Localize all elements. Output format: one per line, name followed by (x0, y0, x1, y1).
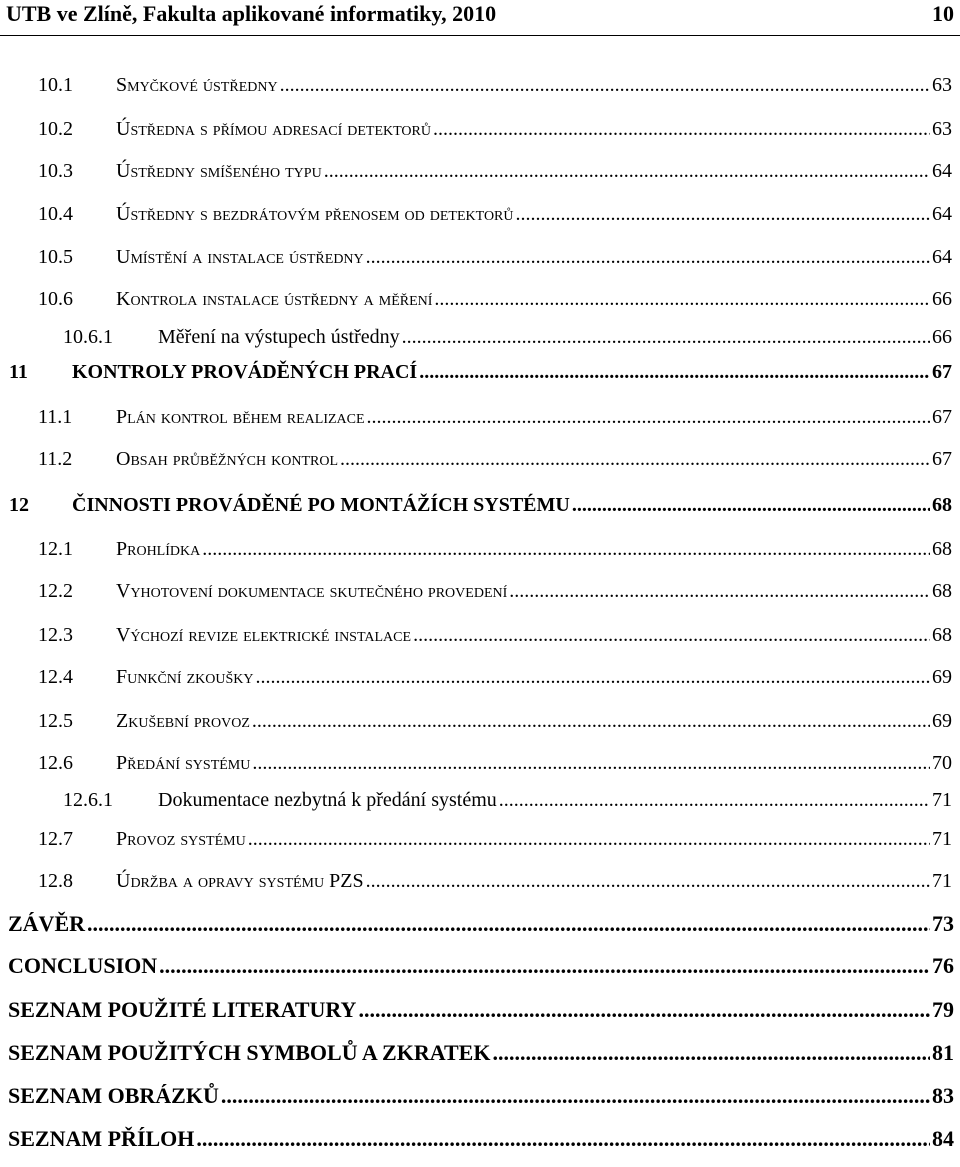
toc-entry[interactable] (0, 402, 960, 432)
toc-entry-number: 12.4 (38, 666, 73, 688)
toc-entry-page: 76 (932, 953, 954, 978)
page-number: 10 (932, 1, 954, 26)
toc-entry[interactable] (0, 824, 960, 854)
toc-entry[interactable] (0, 199, 960, 229)
toc-entry-title: Údržba a opravy systému PZS (116, 870, 364, 892)
toc-leader-dots (196, 1124, 930, 1154)
toc-entry-page: 63 (932, 118, 952, 140)
toc-entry-title: Výchozí revize elektrické instalace (116, 624, 412, 646)
toc-entry[interactable] (0, 534, 960, 564)
toc-entry[interactable] (0, 1081, 960, 1111)
toc-leader-dots (340, 444, 930, 474)
toc-entry-number: 10.5 (38, 246, 73, 268)
toc-leader-dots (324, 156, 930, 186)
toc-entry-page: 68 (932, 580, 952, 602)
toc-entry-number: 12.8 (38, 870, 73, 892)
toc-entry-title: Plán kontrol během realizace (116, 406, 365, 428)
toc-entry-number: 12.2 (38, 580, 73, 602)
toc-entry-number: 10.6 (38, 288, 73, 310)
toc-leader-dots (248, 824, 930, 854)
toc-entry-title: SEZNAM POUŽITÉ LITERATURY (8, 997, 357, 1022)
toc-entry[interactable] (0, 114, 960, 144)
toc-leader-dots (366, 242, 930, 272)
toc-entry[interactable] (0, 995, 960, 1025)
toc-leader-dots (252, 748, 930, 778)
toc-entry-page: 67 (932, 361, 952, 383)
toc-entry-title: Zkušební provoz (116, 710, 250, 732)
toc-entry[interactable] (0, 620, 960, 650)
toc-entry-page: 68 (932, 494, 952, 516)
toc-leader-dots (433, 114, 930, 144)
toc-leader-dots (413, 620, 930, 650)
toc-leader-dots (419, 357, 930, 387)
toc-leader-dots (159, 951, 930, 981)
toc-entry-page: 79 (932, 997, 954, 1022)
toc-entry-number: 10.3 (38, 160, 73, 182)
toc-entry-title: Ústředny smíšeného typu (116, 160, 322, 182)
toc-entry[interactable] (0, 909, 960, 939)
toc-entry-number: 11.1 (38, 406, 73, 428)
toc-entry-title: Obsah průběžných kontrol (116, 448, 339, 470)
toc-entry-number: 12.1 (38, 538, 73, 560)
toc-entry[interactable] (0, 444, 960, 474)
toc-entry-title: Prohlídka (116, 538, 201, 560)
toc-entry[interactable] (0, 1124, 960, 1154)
toc-entry-page: 71 (932, 789, 952, 811)
toc-entry-title: Vyhotovení dokumentace skutečného provedení (116, 580, 508, 602)
toc-entry[interactable] (0, 156, 960, 186)
toc-entry[interactable] (0, 662, 960, 692)
toc-entry-title: Dokumentace nezbytná k předání systému (158, 789, 497, 811)
toc-entry[interactable] (0, 1038, 960, 1068)
toc-leader-dots (87, 909, 930, 939)
toc-entry-number: 12.6 (38, 752, 73, 774)
toc-entry-number: 12.5 (38, 710, 73, 732)
toc-entry[interactable] (0, 785, 960, 815)
toc-entry-number: 12.6.1 (63, 789, 113, 811)
toc-entry[interactable] (0, 576, 960, 606)
toc-entry-number: 10.1 (38, 74, 73, 96)
toc-leader-dots (492, 1038, 930, 1068)
toc-entry[interactable] (0, 242, 960, 272)
toc-entry[interactable] (0, 322, 960, 352)
toc-entry-page: 71 (932, 828, 952, 850)
toc-entry-number: 11 (9, 361, 28, 383)
toc-entry-title: SEZNAM PŘÍLOH (8, 1126, 195, 1151)
toc-entry[interactable] (0, 490, 960, 520)
toc-leader-dots (252, 706, 930, 736)
toc-entry-page: 64 (932, 160, 952, 182)
toc-entry[interactable] (0, 951, 960, 981)
toc-leader-dots (255, 662, 930, 692)
toc-entry-page: 71 (932, 870, 952, 892)
toc-entry-page: 66 (932, 326, 952, 348)
toc-entry-title: ZÁVĚR (8, 911, 86, 936)
toc-entry-number: 12 (9, 494, 29, 516)
toc-entry-page: 69 (932, 710, 952, 732)
toc-entry-number: 12.7 (38, 828, 73, 850)
toc-leader-dots (366, 866, 930, 896)
toc-leader-dots (509, 576, 930, 606)
toc-entry-page: 84 (932, 1126, 954, 1151)
toc-leader-dots (434, 284, 930, 314)
toc-entry-title: CONCLUSION (8, 953, 158, 978)
toc-entry-number: 12.3 (38, 624, 73, 646)
toc-entry-number: 10.4 (38, 203, 73, 225)
toc-entry-title: SEZNAM POUŽITÝCH SYMBOLŮ A ZKRATEK (8, 1040, 491, 1065)
toc-leader-dots (221, 1081, 930, 1111)
toc-entry[interactable] (0, 866, 960, 896)
page-header (0, 0, 960, 36)
toc-entry-page: 67 (932, 406, 952, 428)
toc-entry[interactable] (0, 284, 960, 314)
toc-entry-title: Měření na výstupech ústředny (158, 326, 400, 348)
toc-entry-page: 67 (932, 448, 952, 470)
toc-entry-page: 70 (932, 752, 952, 774)
toc-leader-dots (358, 995, 930, 1025)
toc-entry-number: 10.6.1 (63, 326, 113, 348)
toc-entry-title: Kontrola instalace ústředny a měření (116, 288, 433, 310)
toc-entry-page: 68 (932, 624, 952, 646)
toc-entry-title: Ústředna s přímou adresací detektorů (116, 118, 431, 140)
toc-entry[interactable] (0, 70, 960, 100)
toc-entry-title: KONTROLY PROVÁDĚNÝCH PRACÍ (72, 361, 418, 383)
toc-entry-title: Smyčkové ústředny (116, 74, 278, 96)
toc-entry-title: Provoz systému (116, 828, 246, 850)
toc-entry-title: Předání systému (116, 752, 251, 774)
toc-entry-number: 11.2 (38, 448, 73, 470)
toc-entry-page: 83 (932, 1083, 954, 1108)
toc-entry-page: 64 (932, 203, 952, 225)
toc-entry[interactable] (0, 357, 960, 387)
toc-entry-page: 68 (932, 538, 952, 560)
toc-entry-page: 73 (932, 911, 954, 936)
toc-entry-page: 66 (932, 288, 952, 310)
toc-entry[interactable] (0, 748, 960, 778)
toc-leader-dots (572, 490, 930, 520)
toc-leader-dots (402, 322, 930, 352)
toc-entry-title: SEZNAM OBRÁZKŮ (8, 1083, 219, 1108)
toc-entry-title: Funkční zkoušky (116, 666, 254, 688)
toc-leader-dots (367, 402, 930, 432)
toc-entry-page: 81 (932, 1040, 954, 1065)
toc-entry-page: 63 (932, 74, 952, 96)
toc-entry-title: Ústředny s bezdrátovým přenosem od detektorů (116, 203, 514, 225)
toc-leader-dots (202, 534, 930, 564)
toc-leader-dots (280, 70, 930, 100)
header-title: UTB ve Zlíně, Fakulta aplikované informatiky, 2010 (6, 1, 497, 26)
toc-leader-dots (516, 199, 930, 229)
toc-entry-title: ČINNOSTI PROVÁDĚNÉ PO MONTÁŽÍCH SYSTÉMU (72, 494, 570, 516)
toc-entry[interactable] (0, 706, 960, 736)
toc-entry-page: 64 (932, 246, 952, 268)
toc-entry-page: 69 (932, 666, 952, 688)
toc-leader-dots (499, 785, 930, 815)
toc-entry-title: Umístění a instalace ústředny (116, 246, 364, 268)
toc-entry-number: 10.2 (38, 118, 73, 140)
